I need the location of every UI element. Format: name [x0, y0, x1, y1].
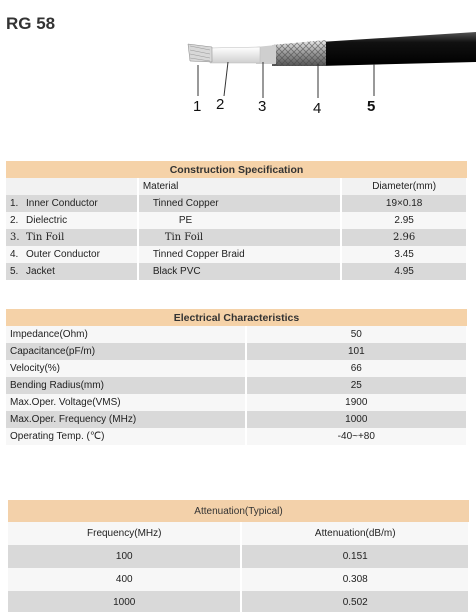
callout-2: 2: [216, 96, 225, 113]
table-row: [6, 411, 467, 428]
row-value: 1000: [246, 411, 467, 428]
construction-title: Construction Specification: [6, 161, 467, 178]
row-material: Tin Foil: [138, 229, 341, 246]
row-diameter: 19×0.18: [341, 195, 467, 212]
row-frequency: 400: [8, 568, 241, 591]
row-diameter: 3.45: [341, 246, 467, 263]
row-name: Outer Conductor: [26, 249, 100, 260]
callout-5: 5: [367, 98, 376, 115]
row-name: Tin Foil: [26, 232, 65, 243]
row-frequency: 1000: [8, 591, 241, 612]
construction-header-material: Material: [138, 178, 341, 195]
row-material: Tinned Copper: [138, 195, 341, 212]
table-row: [6, 343, 467, 360]
table-row: [6, 394, 467, 411]
row-name: Dielectric: [26, 215, 68, 226]
row-label: Bending Radius(mm): [6, 377, 246, 394]
row-label: Capacitance(pF/m): [6, 343, 246, 360]
callout-1: 1: [193, 98, 202, 115]
table-row: [6, 377, 467, 394]
table-row: [8, 568, 469, 591]
electrical-table: [6, 309, 468, 445]
electrical-title: Electrical Characteristics: [6, 309, 467, 326]
row-attenuation: 0.502: [241, 591, 469, 612]
attenuation-table: [8, 500, 470, 612]
table-row: [6, 428, 467, 445]
table-row: [6, 360, 467, 377]
table-row: [6, 212, 467, 229]
row-diameter: 2.95: [341, 212, 467, 229]
row-number: 5.: [10, 266, 19, 277]
row-number: 1.: [10, 198, 19, 209]
row-label: Max.Oper. Frequency (MHz): [6, 411, 246, 428]
attenuation-header-frequency: Frequency(MHz): [8, 522, 241, 545]
row-value: 1900: [246, 394, 467, 411]
callout-4: 4: [313, 100, 322, 117]
row-diameter: 4.95: [341, 263, 467, 280]
row-material: Black PVC: [138, 263, 341, 280]
table-row: [8, 545, 469, 568]
row-material: Tinned Copper Braid: [138, 246, 341, 263]
row-value: 101: [246, 343, 467, 360]
table-row: [6, 195, 467, 212]
callout-3: 3: [258, 98, 267, 115]
row-value: 25: [246, 377, 467, 394]
row-label: Operating Temp. (℃): [6, 428, 246, 445]
row-material: PE: [138, 212, 341, 229]
construction-table: [6, 161, 468, 280]
row-value: 66: [246, 360, 467, 377]
row-frequency: 100: [8, 545, 241, 568]
row-label: Impedance(Ohm): [6, 326, 246, 343]
construction-header-diameter: Diameter(mm): [341, 178, 467, 195]
page-title: RG 58: [6, 14, 56, 33]
row-name: Jacket: [26, 266, 55, 277]
row-name: Inner Conductor: [26, 198, 98, 209]
row-attenuation: 0.308: [241, 568, 469, 591]
row-label: Velocity(%): [6, 360, 246, 377]
row-value: 50: [246, 326, 467, 343]
row-label: Max.Oper. Voltage(VMS): [6, 394, 246, 411]
row-number: 3.: [10, 232, 20, 243]
row-number: 2.: [10, 215, 19, 226]
attenuation-title: Attenuation(Typical): [8, 500, 469, 522]
row-diameter: 2.96: [341, 229, 467, 246]
table-row: [8, 591, 469, 612]
table-row: [6, 246, 467, 263]
row-value: -40~+80: [246, 428, 467, 445]
attenuation-header-attenuation: Attenuation(dB/m): [241, 522, 469, 545]
table-row: [6, 229, 467, 246]
row-attenuation: 0.151: [241, 545, 469, 568]
row-number: 4.: [10, 249, 19, 260]
callout-lines: [0, 0, 476, 120]
table-row: [6, 326, 467, 343]
table-row: [6, 263, 467, 280]
